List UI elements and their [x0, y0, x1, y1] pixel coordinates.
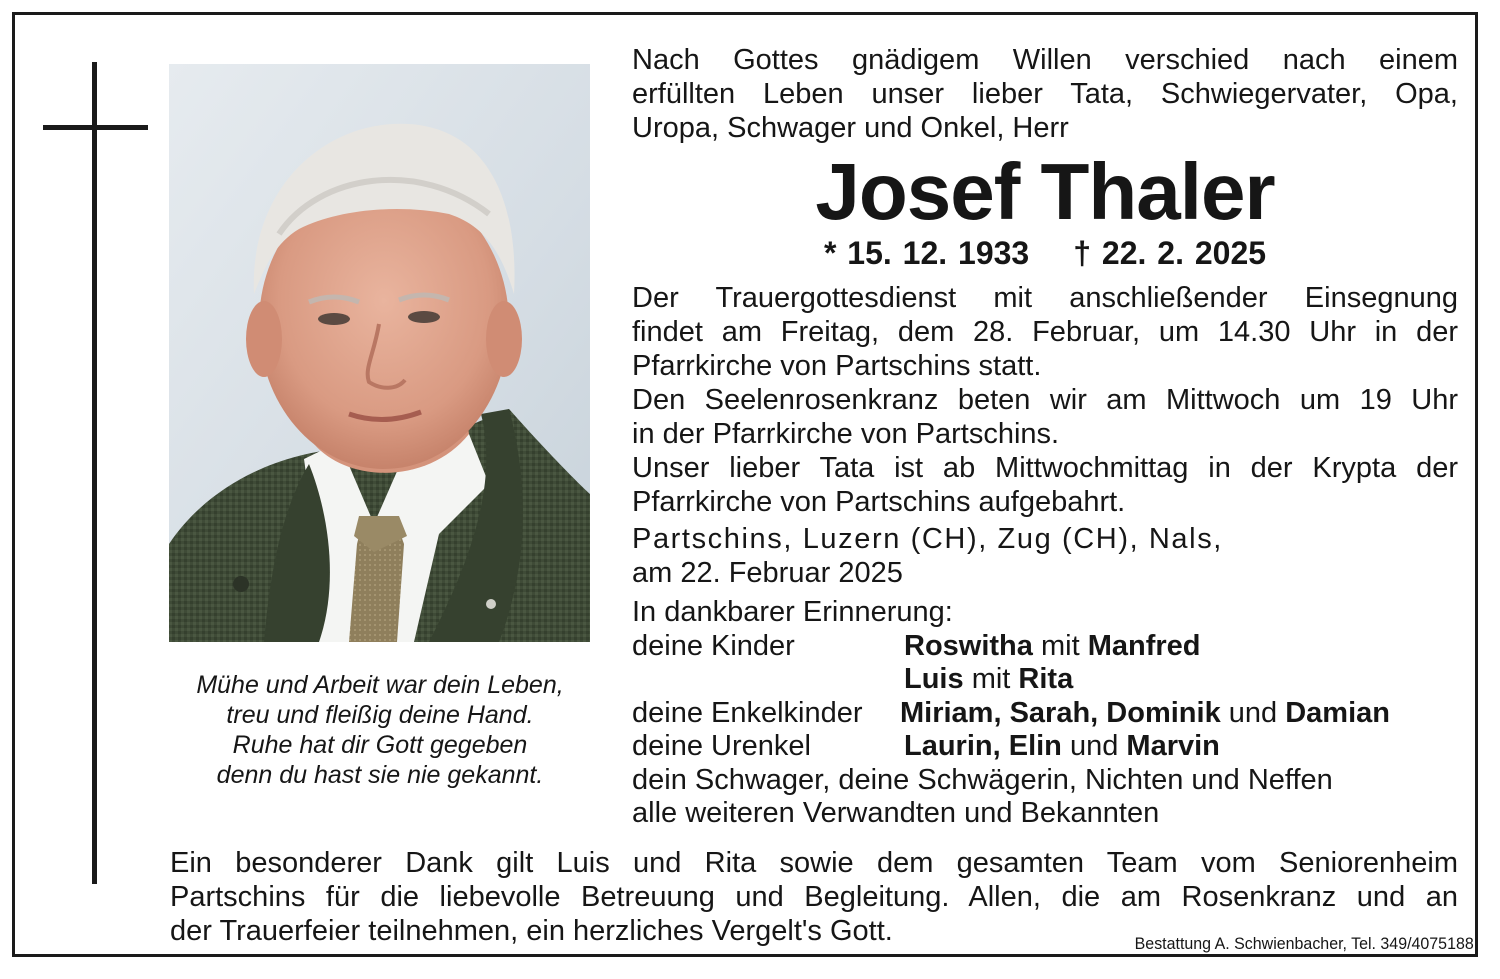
- family-row-inlaws: dein Schwager, deine Schwägerin, Nichten und Neffen: [632, 763, 1333, 796]
- intro-text: [632, 43, 1458, 145]
- service-line: in der Pfarrkirche von Partschins.: [632, 418, 1060, 450]
- thanks-line: der Trauerfeier teilnehmen, ein herzliches Vergelt's Gott.: [170, 915, 893, 947]
- service-line: Unser lieber Tata ist ab Mittwochmittag in der Krypta der: [632, 452, 1458, 484]
- cross-vertical-bar: [92, 62, 97, 884]
- conjunction: und: [1228, 696, 1278, 729]
- service-line: Pfarrkirche von Partschins aufgebahrt.: [632, 486, 1126, 518]
- poem-line: treu und fleißig deine Hand.: [226, 701, 534, 729]
- poem-line: Mühe und Arbeit war dein Leben,: [196, 671, 564, 699]
- conjunction: und: [1069, 730, 1119, 762]
- service-line: Der Trauergottesdienst mit anschließender Einsegnung: [632, 282, 1458, 314]
- relation-label: deine Enkelkinder: [632, 696, 863, 729]
- intro-line: erfüllten Leben unser lieber Tata, Schwiegervater, Opa,: [632, 78, 1458, 110]
- person-name: Marvin: [1126, 730, 1220, 762]
- cross-horizontal-bar: [43, 125, 148, 130]
- family-names: [904, 630, 1201, 664]
- family-row-grandchildren: [632, 697, 1472, 731]
- thanks-line: Ein besonderer Dank gilt Luis und Rita sowie dem gesamten Team vom Seniorenheim: [170, 847, 1458, 879]
- undertaker-credit: Bestattung A. Schwienbacher, Tel. 349/4075188: [1134, 934, 1474, 953]
- deceased-name: Josef Thaler: [815, 147, 1275, 236]
- notice-date: am 22. Februar 2025: [632, 557, 903, 589]
- intro-line: Nach Gottes gnädigem Willen verschied nach einem: [632, 44, 1458, 76]
- service-line: findet am Freitag, dem 28. Februar, um 14.30 Uhr in der: [632, 316, 1458, 348]
- family-row-others: alle weiteren Verwandten und Bekannten: [632, 797, 1160, 829]
- place-and-date: [632, 522, 1458, 590]
- person-name: Manfred: [1087, 629, 1201, 662]
- family-names: [900, 697, 1390, 731]
- conjunction: mit: [1040, 629, 1080, 662]
- life-dates: [632, 233, 1458, 273]
- conjunction: mit: [971, 663, 1011, 695]
- service-line: Pfarrkirche von Partschins statt.: [632, 350, 1042, 382]
- family-names: [904, 730, 1220, 764]
- portrait-photo: [169, 64, 590, 642]
- poem-line: Ruhe hat dir Gott gegeben: [232, 731, 528, 759]
- family-heading: In dankbarer Erinnerung:: [632, 596, 953, 628]
- birth-date: * 15. 12. 1933: [823, 235, 1030, 271]
- memorial-poem: [150, 670, 610, 790]
- person-name: Miriam, Sarah, Dominik: [900, 696, 1221, 729]
- thanks-text: [170, 846, 1458, 948]
- intro-line: Uropa, Schwager und Onkel, Herr: [632, 112, 1069, 144]
- death-date: † 22. 2. 2025: [1073, 235, 1267, 271]
- family-row-children: [632, 630, 1472, 664]
- family-names: [904, 663, 1073, 697]
- service-line: Den Seelenrosenkranz beten wir am Mittwoch um 19 Uhr: [632, 384, 1458, 416]
- family-row-children: [632, 663, 1472, 697]
- locations: Partschins, Luzern (CH), Zug (CH), Nals,: [632, 523, 1223, 555]
- service-details: [632, 281, 1458, 519]
- person-name: Roswitha: [904, 629, 1033, 662]
- person-name: Luis: [904, 663, 964, 695]
- thanks-line: Partschins für die liebevolle Betreuung und Begleitung. Allen, die am Rosenkranz und an: [170, 881, 1458, 913]
- family-row-greatgrandchildren: [632, 730, 1472, 764]
- relation-label: deine Kinder: [632, 629, 795, 662]
- person-name: Rita: [1018, 663, 1074, 695]
- person-name: Damian: [1285, 696, 1390, 729]
- poem-line: denn du hast sie nie gekannt.: [216, 761, 544, 789]
- relation-label: deine Urenkel: [632, 730, 811, 762]
- family-list: [632, 596, 1472, 831]
- person-name: Laurin, Elin: [904, 730, 1062, 762]
